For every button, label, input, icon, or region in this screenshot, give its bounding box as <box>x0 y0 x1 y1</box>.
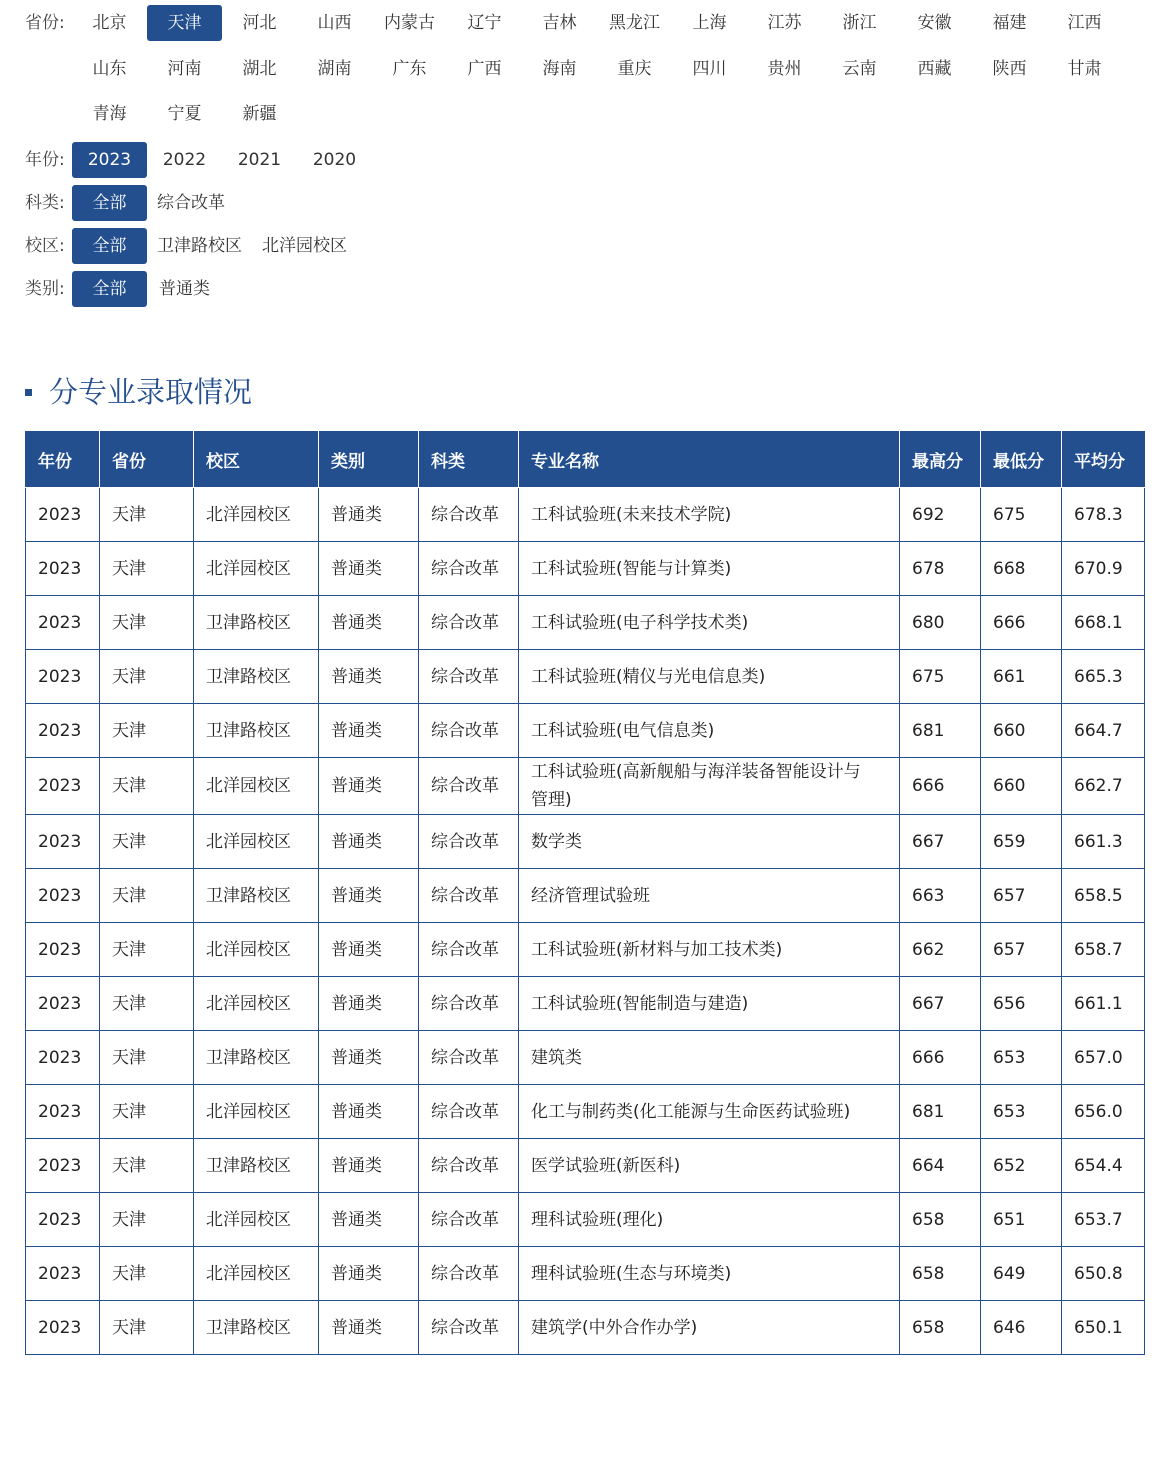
filter-option-province[interactable]: 天津 <box>147 5 222 41</box>
column-header: 最高分 <box>900 432 981 488</box>
filter-option-province[interactable]: 四川 <box>692 58 727 79</box>
max-score-cell: 667 <box>900 977 981 1031</box>
category-cell: 普通类 <box>319 596 419 650</box>
table-row <box>26 1247 1145 1301</box>
province-options <box>72 2 1152 139</box>
filter-option-province[interactable]: 山西 <box>317 13 352 33</box>
filter-option-province[interactable]: 湖南 <box>317 58 352 79</box>
campus-cell: 卫津路校区 <box>194 869 319 923</box>
major-cell: 建筑类 <box>519 1031 900 1085</box>
filter-option-subject[interactable]: 全部 <box>72 185 147 221</box>
year-cell: 2023 <box>26 1085 100 1139</box>
filter-option-province[interactable]: 宁夏 <box>167 104 202 124</box>
filter-label-province: 省份: <box>25 13 65 33</box>
avg-score-cell: 656.0 <box>1062 1085 1145 1139</box>
min-score-cell: 661 <box>981 650 1062 704</box>
campus-cell: 北洋园校区 <box>194 977 319 1031</box>
campus-cell: 卫津路校区 <box>194 1031 319 1085</box>
filter-option-campus[interactable]: 卫津路校区 <box>157 235 242 256</box>
filter-option-province[interactable]: 青海 <box>92 104 127 124</box>
filter-option-province[interactable]: 河南 <box>167 58 202 79</box>
campus-cell: 北洋园校区 <box>194 758 319 815</box>
filter-option-province[interactable]: 江苏 <box>767 13 802 33</box>
min-score-cell: 646 <box>981 1301 1062 1355</box>
category-cell: 普通类 <box>319 542 419 596</box>
filter-option-campus[interactable]: 全部 <box>72 228 147 264</box>
avg-score-cell: 670.9 <box>1062 542 1145 596</box>
max-score-cell: 678 <box>900 542 981 596</box>
max-score-cell: 680 <box>900 596 981 650</box>
year-cell: 2023 <box>26 977 100 1031</box>
category-cell: 普通类 <box>319 704 419 758</box>
filter-option-province[interactable]: 西藏 <box>917 58 952 79</box>
major-cell: 工科试验班(新材料与加工技术类) <box>519 923 900 977</box>
min-score-cell: 660 <box>981 758 1062 815</box>
major-cell: 理科试验班(理化) <box>519 1193 900 1247</box>
subject-cell: 综合改革 <box>419 1031 519 1085</box>
subject-cell: 综合改革 <box>419 758 519 815</box>
max-score-cell: 662 <box>900 923 981 977</box>
category-cell: 普通类 <box>319 488 419 542</box>
avg-score-cell: 650.1 <box>1062 1301 1145 1355</box>
min-score-cell: 657 <box>981 869 1062 923</box>
max-score-cell: 663 <box>900 869 981 923</box>
max-score-cell: 658 <box>900 1193 981 1247</box>
min-score-cell: 653 <box>981 1085 1062 1139</box>
subject-cell: 综合改革 <box>419 923 519 977</box>
max-score-cell: 692 <box>900 488 981 542</box>
avg-score-cell: 650.8 <box>1062 1247 1145 1301</box>
table-row <box>26 650 1145 704</box>
subject-options <box>72 182 1152 225</box>
category-cell: 普通类 <box>319 815 419 869</box>
province-cell: 天津 <box>100 758 194 815</box>
filter-option-province[interactable]: 安徽 <box>917 13 952 33</box>
max-score-cell: 658 <box>900 1301 981 1355</box>
avg-score-cell: 661.1 <box>1062 977 1145 1031</box>
category-cell: 普通类 <box>319 1193 419 1247</box>
category-cell: 普通类 <box>319 1247 419 1301</box>
filter-option-category[interactable]: 全部 <box>72 271 147 307</box>
filter-option-year[interactable]: 2020 <box>312 149 357 170</box>
campus-options <box>72 225 1152 268</box>
max-score-cell: 681 <box>900 1085 981 1139</box>
category-cell: 普通类 <box>319 650 419 704</box>
subject-cell: 综合改革 <box>419 1193 519 1247</box>
filter-option-province[interactable]: 江西 <box>1067 13 1102 33</box>
subject-cell: 综合改革 <box>419 1247 519 1301</box>
filter-label-year: 年份: <box>25 149 65 170</box>
major-cell: 医学试验班(新医科) <box>519 1139 900 1193</box>
subject-cell: 综合改革 <box>419 977 519 1031</box>
max-score-cell: 681 <box>900 704 981 758</box>
avg-score-cell: 657.0 <box>1062 1031 1145 1085</box>
table-row <box>26 704 1145 758</box>
max-score-cell: 667 <box>900 815 981 869</box>
province-cell: 天津 <box>100 650 194 704</box>
table-row <box>26 1193 1145 1247</box>
filter-option-category[interactable]: 普通类 <box>159 278 210 299</box>
province-cell: 天津 <box>100 1031 194 1085</box>
subject-cell: 综合改革 <box>419 1301 519 1355</box>
filter-panel <box>25 0 1155 311</box>
table-row <box>26 869 1145 923</box>
campus-cell: 卫津路校区 <box>194 704 319 758</box>
filter-option-year[interactable]: 2023 <box>72 142 147 178</box>
campus-cell: 卫津路校区 <box>194 650 319 704</box>
year-cell: 2023 <box>26 1193 100 1247</box>
subject-cell: 综合改革 <box>419 815 519 869</box>
province-cell: 天津 <box>100 488 194 542</box>
year-cell: 2023 <box>26 1301 100 1355</box>
major-cell: 工科试验班(精仪与光电信息类) <box>519 650 900 704</box>
filter-row-province <box>25 2 1155 139</box>
section-title <box>25 370 252 411</box>
year-options <box>72 139 1152 182</box>
category-options <box>72 268 1152 311</box>
major-cell: 建筑学(中外合作办学) <box>519 1301 900 1355</box>
province-cell: 天津 <box>100 923 194 977</box>
major-cell: 工科试验班(电气信息类) <box>519 704 900 758</box>
province-cell: 天津 <box>100 815 194 869</box>
table-row <box>26 542 1145 596</box>
subject-cell: 综合改革 <box>419 596 519 650</box>
major-cell: 工科试验班(电子科学技术类) <box>519 596 900 650</box>
table-row <box>26 1031 1145 1085</box>
province-cell: 天津 <box>100 977 194 1031</box>
year-cell: 2023 <box>26 869 100 923</box>
campus-cell: 北洋园校区 <box>194 542 319 596</box>
category-cell: 普通类 <box>319 1301 419 1355</box>
filter-row-category <box>25 268 1155 311</box>
column-header: 类别 <box>319 432 419 488</box>
subject-cell: 综合改革 <box>419 1139 519 1193</box>
subject-cell: 综合改革 <box>419 488 519 542</box>
min-score-cell: 651 <box>981 1193 1062 1247</box>
min-score-cell: 652 <box>981 1139 1062 1193</box>
campus-cell: 卫津路校区 <box>194 1139 319 1193</box>
subject-cell: 综合改革 <box>419 542 519 596</box>
column-header: 科类 <box>419 432 519 488</box>
avg-score-cell: 654.4 <box>1062 1139 1145 1193</box>
major-cell: 经济管理试验班 <box>519 869 900 923</box>
year-cell: 2023 <box>26 488 100 542</box>
province-cell: 天津 <box>100 1193 194 1247</box>
category-cell: 普通类 <box>319 758 419 815</box>
min-score-cell: 653 <box>981 1031 1062 1085</box>
province-cell: 天津 <box>100 1247 194 1301</box>
year-cell: 2023 <box>26 704 100 758</box>
table-row <box>26 596 1145 650</box>
avg-score-cell: 658.5 <box>1062 869 1145 923</box>
filter-option-province[interactable]: 新疆 <box>242 104 277 124</box>
filter-option-province[interactable]: 广东 <box>392 58 427 79</box>
campus-cell: 北洋园校区 <box>194 923 319 977</box>
table-row <box>26 1085 1145 1139</box>
square-bullet-icon <box>25 389 32 396</box>
year-cell: 2023 <box>26 650 100 704</box>
table-body <box>26 488 1145 1355</box>
min-score-cell: 649 <box>981 1247 1062 1301</box>
subject-cell: 综合改革 <box>419 650 519 704</box>
category-cell: 普通类 <box>319 1085 419 1139</box>
filter-option-campus[interactable]: 北洋园校区 <box>262 235 347 256</box>
major-cell: 工科试验班(未来技术学院) <box>519 488 900 542</box>
table-row <box>26 977 1145 1031</box>
avg-score-cell: 658.7 <box>1062 923 1145 977</box>
section-title-text: 分专业录取情况 <box>49 375 253 409</box>
table-row <box>26 1301 1145 1355</box>
table-row <box>26 758 1145 815</box>
filter-option-province[interactable]: 黑龙江 <box>609 13 660 33</box>
min-score-cell: 675 <box>981 488 1062 542</box>
filter-option-province[interactable]: 云南 <box>842 58 877 79</box>
year-cell: 2023 <box>26 542 100 596</box>
filter-label-campus: 校区: <box>25 235 65 256</box>
province-cell: 天津 <box>100 1301 194 1355</box>
avg-score-cell: 653.7 <box>1062 1193 1145 1247</box>
campus-cell: 北洋园校区 <box>194 1085 319 1139</box>
column-header: 平均分 <box>1062 432 1145 488</box>
year-cell: 2023 <box>26 1139 100 1193</box>
campus-cell: 北洋园校区 <box>194 1247 319 1301</box>
filter-option-province[interactable]: 陕西 <box>992 58 1027 79</box>
campus-cell: 北洋园校区 <box>194 1193 319 1247</box>
filter-option-province[interactable]: 吉林 <box>542 13 577 33</box>
filter-row-subject <box>25 182 1155 225</box>
min-score-cell: 659 <box>981 815 1062 869</box>
year-cell: 2023 <box>26 815 100 869</box>
column-header: 校区 <box>194 432 319 488</box>
major-cell: 化工与制药类(化工能源与生命医药试验班) <box>519 1085 900 1139</box>
filter-option-province[interactable]: 福建 <box>992 13 1027 33</box>
filter-option-province[interactable]: 上海 <box>692 13 727 33</box>
min-score-cell: 656 <box>981 977 1062 1031</box>
avg-score-cell: 661.3 <box>1062 815 1145 869</box>
year-cell: 2023 <box>26 923 100 977</box>
major-cell: 理科试验班(生态与环境类) <box>519 1247 900 1301</box>
filter-option-province[interactable]: 重庆 <box>617 58 652 79</box>
year-cell: 2023 <box>26 758 100 815</box>
category-cell: 普通类 <box>319 977 419 1031</box>
campus-cell: 卫津路校区 <box>194 1301 319 1355</box>
filter-option-province[interactable]: 广西 <box>467 58 502 79</box>
filter-row-year <box>25 139 1155 182</box>
major-cell: 数学类 <box>519 815 900 869</box>
filter-option-year[interactable]: 2021 <box>237 149 282 170</box>
filter-option-subject[interactable]: 综合改革 <box>157 192 225 213</box>
province-cell: 天津 <box>100 542 194 596</box>
year-cell: 2023 <box>26 1031 100 1085</box>
avg-score-cell: 665.3 <box>1062 650 1145 704</box>
filter-option-province[interactable]: 辽宁 <box>467 13 502 33</box>
province-cell: 天津 <box>100 704 194 758</box>
table-row <box>26 488 1145 542</box>
filter-option-province[interactable]: 山东 <box>92 58 127 79</box>
max-score-cell: 658 <box>900 1247 981 1301</box>
column-header: 年份 <box>26 432 100 488</box>
avg-score-cell: 662.7 <box>1062 758 1145 815</box>
min-score-cell: 668 <box>981 542 1062 596</box>
avg-score-cell: 678.3 <box>1062 488 1145 542</box>
filter-option-year[interactable]: 2022 <box>162 149 207 170</box>
campus-cell: 北洋园校区 <box>194 488 319 542</box>
min-score-cell: 660 <box>981 704 1062 758</box>
filter-option-province[interactable]: 河北 <box>242 13 277 33</box>
year-cell: 2023 <box>26 1247 100 1301</box>
subject-cell: 综合改革 <box>419 1085 519 1139</box>
campus-cell: 北洋园校区 <box>194 815 319 869</box>
major-cell: 工科试验班(智能制造与建造) <box>519 977 900 1031</box>
min-score-cell: 657 <box>981 923 1062 977</box>
column-header: 最低分 <box>981 432 1062 488</box>
province-cell: 天津 <box>100 869 194 923</box>
category-cell: 普通类 <box>319 1139 419 1193</box>
max-score-cell: 675 <box>900 650 981 704</box>
province-cell: 天津 <box>100 1085 194 1139</box>
avg-score-cell: 668.1 <box>1062 596 1145 650</box>
admission-table <box>25 431 1145 1355</box>
filter-option-province[interactable]: 甘肃 <box>1067 58 1102 79</box>
table-header-row <box>26 432 1145 488</box>
subject-cell: 综合改革 <box>419 704 519 758</box>
table-row <box>26 923 1145 977</box>
filter-row-campus <box>25 225 1155 268</box>
column-header: 省份 <box>100 432 194 488</box>
filter-label-category: 类别: <box>25 278 65 299</box>
table-row <box>26 815 1145 869</box>
category-cell: 普通类 <box>319 923 419 977</box>
min-score-cell: 666 <box>981 596 1062 650</box>
category-cell: 普通类 <box>319 869 419 923</box>
column-header: 专业名称 <box>519 432 900 488</box>
province-cell: 天津 <box>100 596 194 650</box>
year-cell: 2023 <box>26 596 100 650</box>
table-row <box>26 1139 1145 1193</box>
avg-score-cell: 664.7 <box>1062 704 1145 758</box>
max-score-cell: 666 <box>900 758 981 815</box>
major-cell: 工科试验班(高新舰船与海洋装备智能设计与管理) <box>519 758 900 815</box>
filter-option-province[interactable]: 北京 <box>92 13 127 33</box>
filter-option-province[interactable]: 湖北 <box>242 58 277 79</box>
major-cell: 工科试验班(智能与计算类) <box>519 542 900 596</box>
category-cell: 普通类 <box>319 1031 419 1085</box>
province-cell: 天津 <box>100 1139 194 1193</box>
filter-option-province[interactable]: 内蒙古 <box>384 13 435 33</box>
max-score-cell: 664 <box>900 1139 981 1193</box>
filter-option-province[interactable]: 海南 <box>542 58 577 79</box>
subject-cell: 综合改革 <box>419 869 519 923</box>
campus-cell: 卫津路校区 <box>194 596 319 650</box>
filter-label-subject: 科类: <box>25 192 65 213</box>
filter-option-province[interactable]: 浙江 <box>842 13 877 33</box>
filter-option-province[interactable]: 贵州 <box>767 58 802 79</box>
max-score-cell: 666 <box>900 1031 981 1085</box>
